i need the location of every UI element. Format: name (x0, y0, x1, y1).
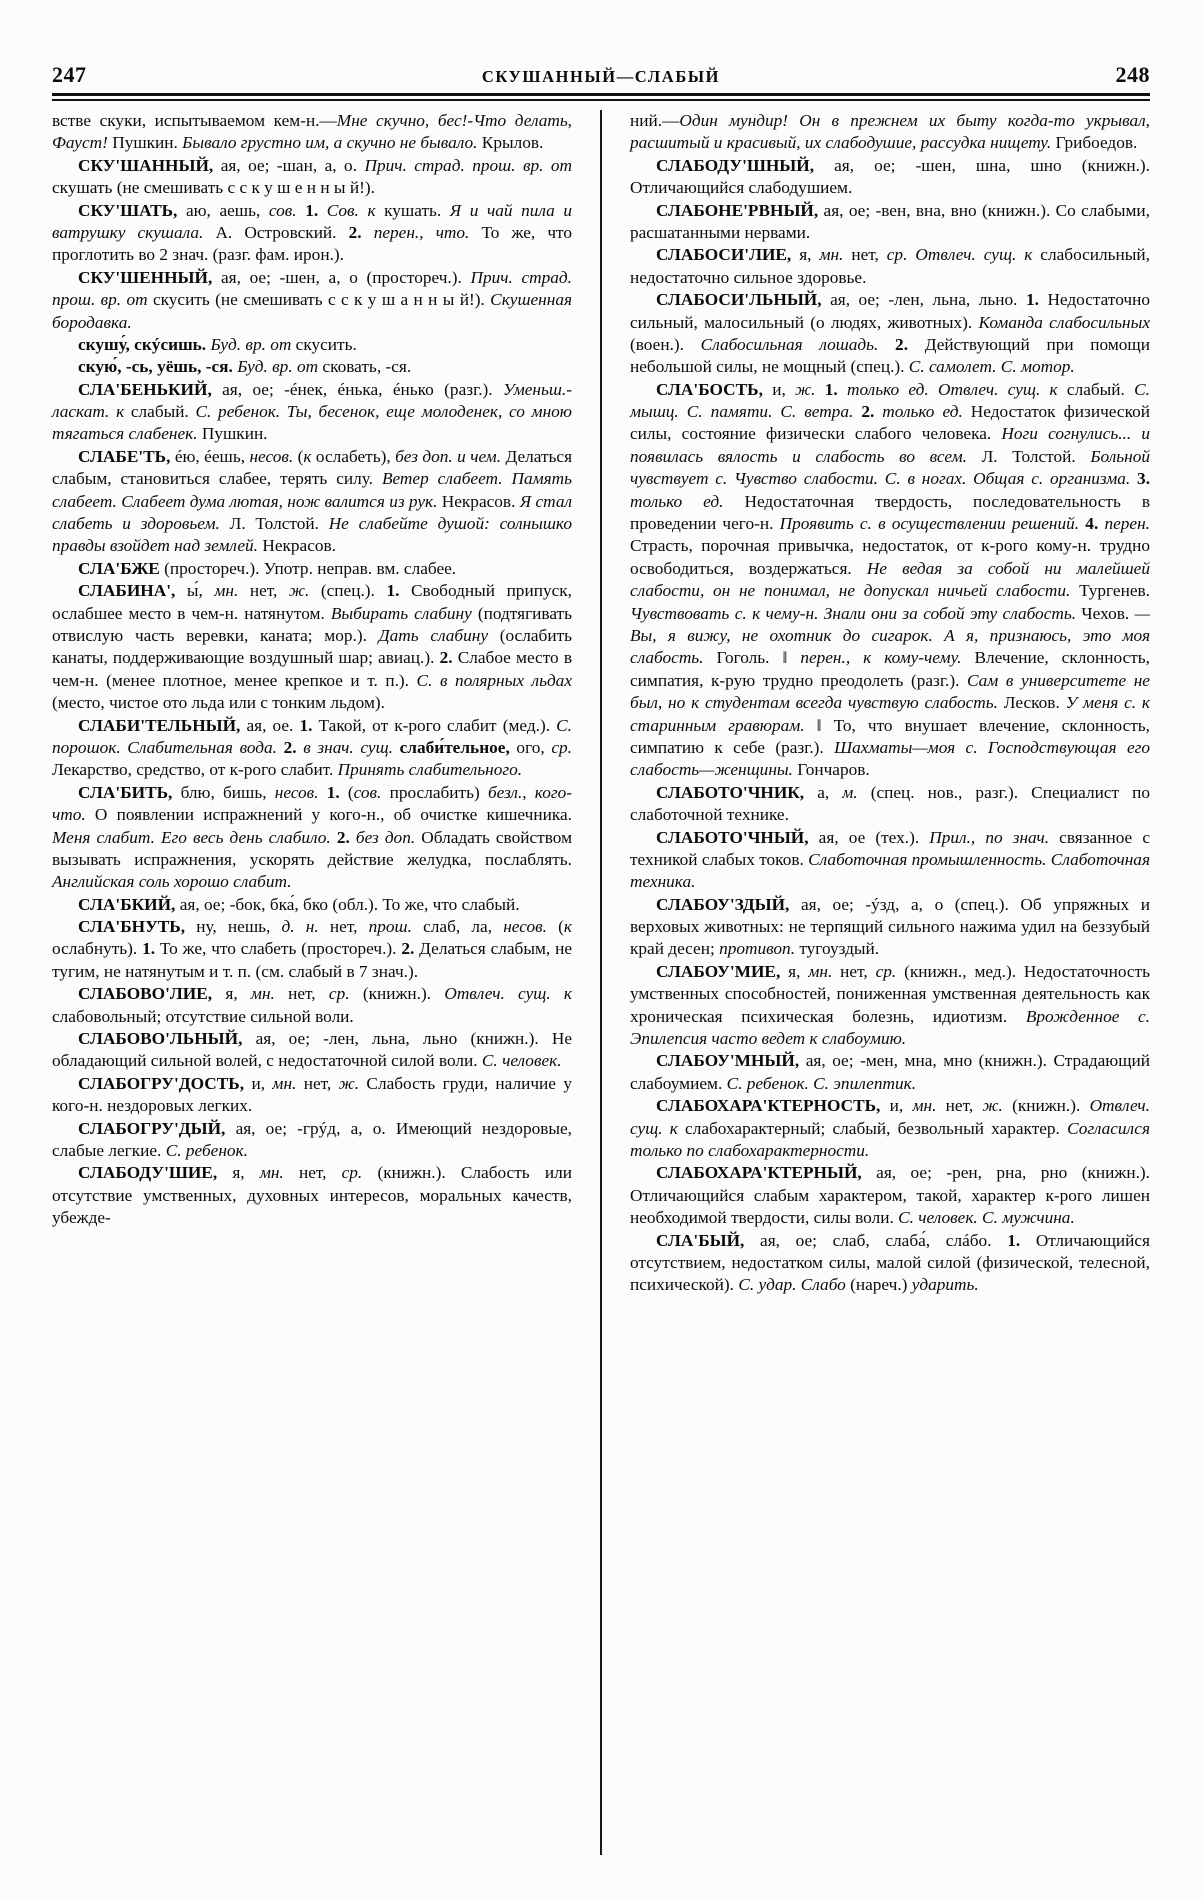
dictionary-entry: СЛАБЕ'ТЬ, éю, éешь, несов. (к ослабеть), без доп. и чем. Делаться слабым, становиться слабее, терять силу. Ветер слабеет. Память слабеет. Слабеет дума лютая, нож валится из рук. Некрасов. Я стал слабеть и здоровьем. Л. Толстой. Не слабейте душой: солнышко правды взойдет над землей. Некрасов. (52, 446, 573, 556)
dictionary-entry: СЛАБОСИ'ЛЬНЫЙ, ая, ое; -лен, льна, льно. 1. Недостаточно сильный, малосильный (о людях, животных). Команда слабосильных (воен.). Слабосильная лошадь. 2. Действующий при помощи небольшой силы, не мощный (спец.). С. самолет. С. мотор. (630, 290, 1150, 377)
dictionary-entry: СЛА'БОСТЬ, и, ж. 1. только ед. Отвлеч. сущ. к слабый. С. мышц. С. памяти. С. ветра. 2. только ед. Недостаток физической силы, состояние физически слабого человека. Ноги согнулись... и появилась вялость и слабость во всем. Л. Толстой. Больной чувствует с. Чувство слабости. С. в ногах. Общая с. организма. 3. только ед. Недостаточная твердость, последовательность в проведении чего-н. Проявить с. в осуществлении решений. 4. перен. Страсть, порочная привычка, недостаток, от к-рого кому-н. трудно освободиться, воздержаться. Не ведая за собой ни малейшей слабости, он не понимал, не допускал ничьей слабости. Тургенев. Чувствовать с. к чему-н. Знали они за собой эту слабость. Чехов. —Вы, я вижу, не охотник до сигарок. А я, признаюсь, это моя слабость. Гоголь. ‖ перен., к кому-чему. Влечение, склонность, симпатия, к-рую трудно преодолеть (разг.). Сам в университете не был, но к студентам всегда чувствую слабость. Лесков. У меня с. к старинным гравюрам. ‖ То, что внушает влечение, склонность, симпатию к себе (разг.). Шахматы—моя с. Господствующая его слабость—женщины. Гончаров. (630, 379, 1151, 780)
dictionary-entry: СЛАБОУ'МНЫЙ, ая, ое; -мен, мна, мно (книжн.). Страдающий слабоумием. С. ребенок. С. эпилептик. (630, 1051, 1150, 1093)
dictionary-entry: СЛАБОНЕ'РВНЫЙ, ая, ое; -вен, вна, вно (книжн.). Со слабыми, расшатанными нервами. (630, 200, 1150, 242)
column-gutter (586, 110, 616, 1855)
header-rule-thin (52, 99, 1150, 101)
dictionary-entry: СЛАБИНА', ы́, мн. нет, ж. (спец.). 1. Свободный припуск, ослабшее место в чем-н. натянутом. Выбирать слабину (подтягивать отвислую часть веревки, каната; мор.). Дать слабину (ослабить канаты, поддерживающие воздушный шар; авиац.). 2. Слабое место в чем-н. (менее плотное, менее крепкое и т. п.). С. в полярных льдах (место, чистое ото льда или с тонким льдом). (52, 581, 572, 713)
dictionary-entry: СЛАБОХАРА'КТЕРНОСТЬ, и, мн. нет, ж. (книжн.). Отвлеч. сущ. к слабохарактерный; слабый, безвольный характер. Согласился только по слабохарактерности. (630, 1096, 1151, 1160)
dictionary-entry: СЛАБОВО'ЛЬНЫЙ, ая, ое; -лен, льна, льно (книжн.). Не обладающий сильной волей, с недостаточной силой воли. С. человек. (52, 1029, 572, 1071)
dictionary-entry: СЛА'БЫЙ, ая, ое; слаб, слаба́, слáбо. 1. Отличающийся отсутствием, недостатком силы, малой силой (физической, телесной, психической). С. удар. Слабо (нареч.) ударить. (630, 1230, 1150, 1295)
inflected-form-entry: скую́, -сь, уёшь, -ся. Буд. вр. от сковать, -ся. (78, 357, 412, 377)
dictionary-entry: СЛА'БИТЬ, блю, бишь, несов. 1. (сов. прослабить) безл., кого-что. О появлении испражнений у кого-н., об очистке кишечника. Меня слабит. Его весь день слабило. 2. без доп. Обладать свойством вызывать испражнения, ускорять действие желудка, послаблять. Английская соль хорошо слабит. (52, 782, 573, 892)
text-columns (52, 110, 1150, 1855)
continued-entry: встве скуки, испытываемом кем-н.—Мне скучно, бес!-Что делать, Фауст! Пушкин. Бывало грустно им, а скучно не бывало. Крылов. (52, 111, 573, 153)
dictionary-entry: СЛАБОДУ'ШНЫЙ, ая, ое; -шен, шна, шно (книжн.). Отличающийся слабодушием. (630, 155, 1150, 198)
dictionary-entry: СЛАБОГРУ'ДЫЙ, ая, ое; -грýд, а, о. Имеющий нездоровые, слабые легкие. С. ребенок. (52, 1118, 572, 1160)
gutter-rule (600, 110, 602, 1855)
dictionary-entry: СЛАБОУ'ЗДЫЙ, ая, ое; -ýзд, а, о (спец.). Об упряжных и верховых животных: не терпящий сильного нажима удил на беззубый край десен; противоп. тугоуздый. (630, 894, 1150, 959)
dictionary-entry: СЛАБИ'ТЕЛЬНЫЙ, ая, ое. 1. Такой, от к-рого слабит (мед.). С. порошок. Слабительная вода. 2. в знач. сущ. слаби́тельное, ого, ср. Лекарство, средство, от к-рого слабит. Принять слабительного. (52, 715, 572, 780)
running-head (52, 52, 1150, 86)
dictionary-entry: СЛАБОДУ'ШИЕ, я, мн. нет, ср. (книжн.). Слабость или отсутствие умственных, духовных интересов, моральных качеств, убежде- (52, 1163, 572, 1228)
dictionary-entry: СЛА'БЕНЬКИЙ, ая, ое; -éнек, éнька, éнько (разг.). Уменьш.-ласкат. к слабый. С. ребенок. Ты, бесенок, еще молоденек, со мною тягаться слабенек. Пушкин. (52, 379, 572, 444)
dictionary-entry: СЛАБОТО'ЧНЫЙ, ая, ое (тех.). Прил., по знач. связанное с техникой слабых токов. Слаботочная промышленность. Слаботочная техника. (630, 827, 1150, 892)
dictionary-entry: СЛАБОХАРА'КТЕРНЫЙ, ая, ое; -рен, рна, рно (книжн.). Отличающийся слабым характером, такой, характер к-рого лишен необходимой твердости, силы воли. С. человек. С. мужчина. (630, 1163, 1150, 1228)
folio-right: 248 (1115, 62, 1150, 87)
dictionary-entry: СКУ'ШАННЫЙ, ая, ое; -шан, а, о. Прич. страд. прош. вр. от скушать (не смешивать с с к у ш е н н ы й!). (52, 155, 572, 198)
dictionary-entry: СЛАБОВО'ЛИЕ, я, мн. нет, ср. (книжн.). Отвлеч. сущ. к слабовольный; отсутствие сильной воли. (52, 984, 572, 1026)
dictionary-entry: СКУ'ШАТЬ, аю, аешь, сов. 1. Сов. к кушать. Я и чай пила и ватрушку скушала. А. Островский. 2. перен., что. То же, что проглотить во 2 знач. (разг. фам. ирон.). (52, 200, 573, 265)
dictionary-entry: СЛАБОГРУ'ДОСТЬ, и, мн. нет, ж. Слабость груди, наличие у кого-н. нездоровых легких. (52, 1073, 572, 1116)
dictionary-entry: СЛАБОУ'МИЕ, я, мн. нет, ср. (книжн., мед.). Недостаточность умственных способностей, пониженная умственная деятельность как хроническая психическая болезнь, идиотизм. Врожденное с. Эпилепсия часто ведет к слабоумию. (630, 961, 1151, 1049)
dictionary-entry: СКУ'ШЕННЫЙ, ая, ое; -шен, а, о (простореч.). Прич. страд. прош. вр. от скусить (не смешивать с с к у ш а н н ы й!). Скушенная бородавка. (52, 267, 572, 332)
header-rule-thick (52, 93, 1150, 96)
continued-entry: ний.—Один мундир! Он в прежнем их быту когда-то укрывал, расшитый и красивый, их слабодушие, рассудка нищету. Грибоедов. (630, 111, 1150, 153)
running-title: СКУШАННЫЙ—СЛАБЫЙ (481, 66, 721, 86)
dictionary-entry: СЛА'БЖЕ (простореч.). Употр. неправ. вм. слабее. (78, 558, 457, 578)
folio-left: 247 (52, 62, 87, 87)
dictionary-entry: СЛАБОСИ'ЛИЕ, я, мн. нет, ср. Отвлеч. сущ. к слабосильный, недостаточно сильное здоровье. (630, 245, 1150, 287)
inflected-form-entry: скушу́, скýсишь. Буд. вр. от скусить. (78, 334, 357, 354)
column-left (52, 110, 586, 1855)
dictionary-entry: СЛА'БКИЙ, ая, ое; -бок, бка́, бко (обл.). То же, что слабый. (78, 894, 520, 914)
dictionary-entry: СЛАБОТО'ЧНИК, а, м. (спец. нов., разг.). Специалист по слаботочной технике. (630, 782, 1150, 825)
column-right (616, 110, 1150, 1855)
dictionary-entry: СЛА'БНУТЬ, ну, нешь, д. н. нет, прош. слаб, ла, несов. (к ослабнуть). 1. То же, что слабеть (простореч.). 2. Делаться слабым, не тугим, не натянутым и т. п. (см. слабый в 7 знач.). (52, 917, 573, 981)
